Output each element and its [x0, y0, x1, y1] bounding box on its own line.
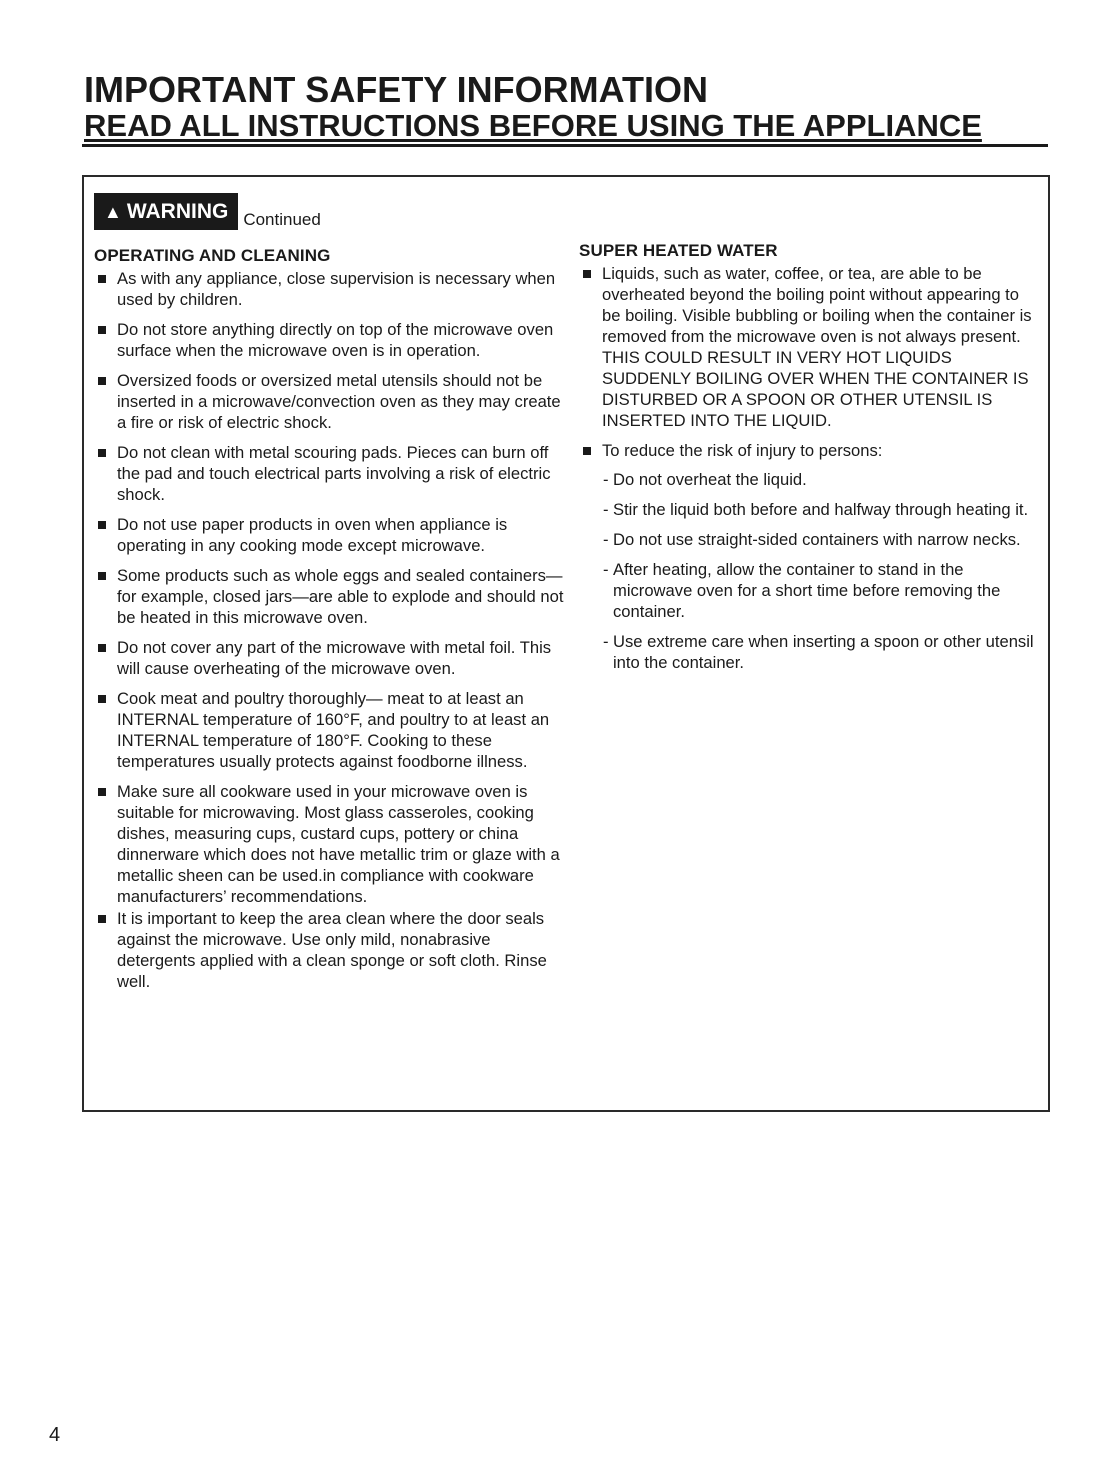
list-item-text: Do not store anything directly on top of the microwave oven surface when the microwave oven is in operation. — [117, 320, 554, 360]
page-title: IMPORTANT SAFETY INFORMATION — [84, 69, 708, 110]
list-item — [94, 370, 564, 433]
header-rule — [82, 144, 1048, 147]
bullet-square-icon — [98, 326, 106, 334]
sub-list-item-text: Do not use straight-sided containers with narrow necks. — [613, 530, 1021, 549]
sub-list-item — [579, 529, 1039, 550]
sub-list-item-text: Stir the liquid both before and halfway through heating it. — [613, 500, 1029, 519]
bullet-square-icon — [98, 915, 106, 923]
list-item-text: Make sure all cookware used in your microwave oven is suitable for microwaving. Most glass casseroles, cooking dishes, measuring cups, custard cups, pottery or china dinnerware which does not have metallic trim or glaze with a metallic sheen can be used.in compliance with cookware manufacturers’ recommendations. — [117, 782, 560, 906]
dash-marker: - — [603, 470, 609, 489]
list-item — [94, 442, 564, 505]
warning-label: WARNING — [126, 200, 229, 223]
bullet-square-icon — [98, 275, 106, 283]
list-item-text: Do not use paper products in oven when appliance is operating in any cooking mode except microwave. — [117, 515, 508, 555]
bullet-square-icon — [98, 449, 106, 457]
list-item — [579, 440, 1039, 673]
list-item — [94, 319, 564, 361]
sub-list-item — [579, 469, 1039, 490]
list-item — [94, 781, 564, 907]
sub-list-item — [579, 559, 1039, 622]
list-item-text: To reduce the risk of injury to persons: — [602, 441, 883, 460]
list-item — [579, 263, 1039, 431]
super-heated-water-list — [579, 263, 1039, 673]
list-item-text: Cook meat and poultry thoroughly— meat to at least an INTERNAL temperature of 160°F, and poultry to at least an INTERNAL temperature of 180°F. Cooking to these temperatures usually protects against foodborne illness. — [117, 689, 550, 771]
dash-marker: - — [603, 632, 609, 651]
injury-steps-list — [579, 469, 1039, 673]
operating-cleaning-list — [94, 268, 564, 992]
bullet-square-icon — [583, 270, 591, 278]
bullet-square-icon — [98, 377, 106, 385]
list-item — [94, 908, 564, 992]
warning-badge — [94, 193, 238, 230]
dash-marker: - — [603, 560, 609, 579]
list-item — [94, 688, 564, 772]
left-column — [94, 245, 564, 1001]
section-heading-operating-cleaning: OPERATING AND CLEANING — [94, 246, 331, 265]
page-subtitle: READ ALL INSTRUCTIONS BEFORE USING THE APPLIANCE — [84, 108, 982, 143]
section-heading-super-heated-water: SUPER HEATED WATER — [579, 241, 778, 260]
list-item-text: Do not clean with metal scouring pads. Pieces can burn off the pad and touch electrical parts involving a risk of electric shock. — [117, 443, 551, 504]
list-item-text: Some products such as whole eggs and sealed containers—for example, closed jars—are able to explode and should not be heated in this microwave oven. — [117, 566, 564, 627]
warning-box — [82, 175, 1050, 1112]
sub-list-item — [579, 631, 1039, 673]
list-item-text: Do not cover any part of the microwave with metal foil. This will cause overheating of the microwave oven. — [117, 638, 552, 678]
continued-label: Continued — [243, 210, 321, 229]
list-item — [94, 565, 564, 628]
bullet-square-icon — [98, 572, 106, 580]
bullet-square-icon — [583, 447, 591, 455]
right-column — [579, 240, 1039, 682]
dash-marker: - — [603, 530, 609, 549]
bullet-square-icon — [98, 521, 106, 529]
bullet-square-icon — [98, 695, 106, 703]
warning-header — [94, 193, 321, 230]
warning-triangle-icon: ▲ — [104, 202, 122, 222]
dash-marker: - — [603, 500, 609, 519]
list-item — [94, 514, 564, 556]
list-item — [94, 637, 564, 679]
list-item-text: As with any appliance, close supervision is necessary when used by children. — [117, 269, 556, 309]
list-item-text: Oversized foods or oversized metal utensils should not be inserted in a microwave/convection oven as they may create a fire or risk of electric shock. — [117, 371, 561, 432]
sub-list-item-text: Use extreme care when inserting a spoon or other utensil into the container. — [613, 632, 1034, 672]
bullet-square-icon — [98, 644, 106, 652]
list-item-text: Liquids, such as water, coffee, or tea, are able to be overheated beyond the boiling point without appearing to be boiling. Visible bubbling or boiling when the container is removed from the microwave oven is not always present. THIS COULD RESULT IN VERY HOT LIQUIDS SUDDENLY BOILING OVER WHEN THE CONTAINER IS DISTURBED OR A SPOON OR OTHER UTENSIL IS INSERTED INTO THE LIQUID. — [602, 264, 1032, 430]
sub-list-item — [579, 499, 1039, 520]
sub-list-item-text: After heating, allow the container to stand in the microwave oven for a short time before removing the container. — [613, 560, 1001, 621]
page-number: 4 — [49, 1424, 61, 1446]
list-item-text: It is important to keep the area clean where the door seals against the microwave. Use only mild, nonabrasive detergents applied with a clean sponge or soft cloth. Rinse well. — [117, 909, 547, 991]
bullet-square-icon — [98, 788, 106, 796]
sub-list-item-text: Do not overheat the liquid. — [613, 470, 807, 489]
list-item — [94, 268, 564, 310]
